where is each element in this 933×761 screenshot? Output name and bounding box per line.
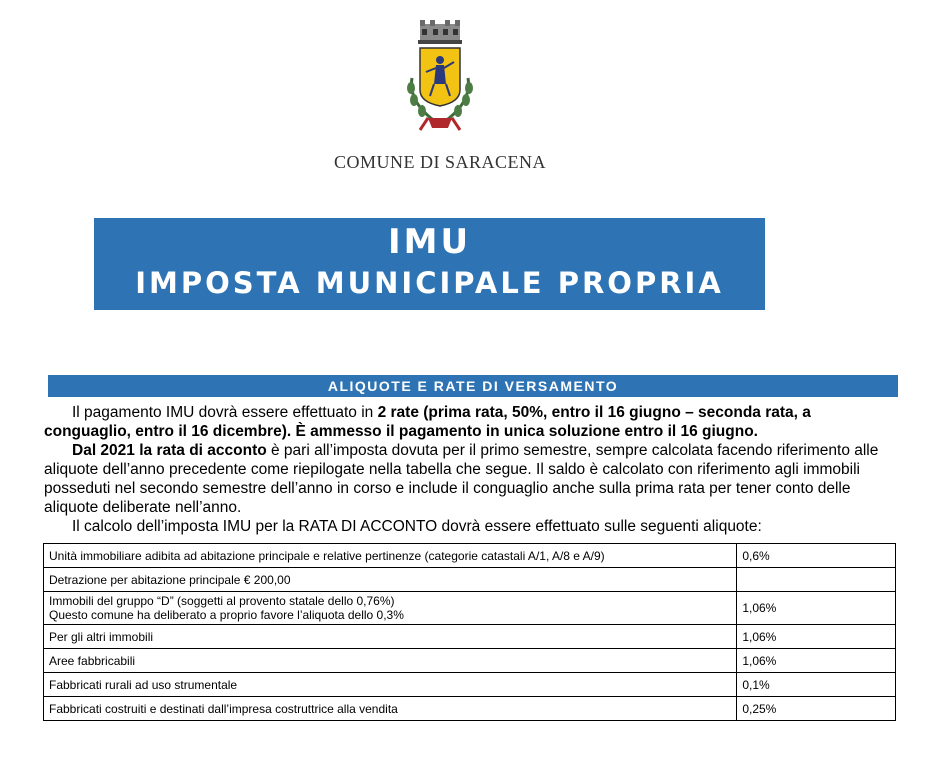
- rate-value: 1,06%: [737, 625, 896, 649]
- paragraph-installments-bold: 2 rate (prima rata, 50%, entro il 16 giugno – seconda rata, a conguaglio, entro il 16 dicembre). È ammesso il pagamento in unica soluzione entro il 16 giugno.: [44, 404, 811, 440]
- rate-value: 0,6%: [737, 544, 896, 568]
- rate-label-line1: Immobili del gruppo “D” (soggetti al provento statale dello 0,76%): [49, 594, 395, 608]
- imu-banner: [94, 218, 765, 310]
- paragraph-advance-bold: Dal 2021 la rata di acconto: [72, 442, 267, 459]
- rates-table: [43, 543, 896, 721]
- rate-label-line2: Questo comune ha deliberato a proprio favore l’aliquota dello 0,3%: [49, 608, 404, 622]
- rate-label: Fabbricati rurali ad uso strumentale: [44, 673, 737, 697]
- table-row: [44, 568, 896, 592]
- table-row: [44, 697, 896, 721]
- table-row: [44, 544, 896, 568]
- table-row: [44, 673, 896, 697]
- section-title: ALIQUOTE E RATE DI VERSAMENTO: [48, 375, 898, 397]
- rate-value: 0,1%: [737, 673, 896, 697]
- rate-label: Unità immobiliare adibita ad abitazione principale e relative pertinenze (categorie catastali A/1, A/8 e A/9): [44, 544, 737, 568]
- paragraph-installments-plain: Il pagamento IMU dovrà essere effettuato in: [72, 404, 378, 421]
- rate-value: [737, 568, 896, 592]
- rate-label: Detrazione per abitazione principale € 200,00: [44, 568, 737, 592]
- rate-value: 1,06%: [737, 592, 896, 625]
- table-row: [44, 625, 896, 649]
- rate-value: 1,06%: [737, 649, 896, 673]
- rate-label: Per gli altri immobili: [44, 625, 737, 649]
- paragraph-installments: [44, 403, 894, 441]
- paragraph-advance-payment: [44, 441, 894, 517]
- rate-label: [44, 592, 737, 625]
- table-row: [44, 592, 896, 625]
- rate-value: 0,25%: [737, 697, 896, 721]
- coat-of-arms-icon: [398, 18, 482, 136]
- paragraph-advance-plain: è pari all’imposta dovuta per il primo semestre, sempre calcolata facendo riferimento alle aliquote dell’anno precedente come riepilogate nella tabella che segue. Il saldo è calcolato con riferimento agli immobili posseduti nel secondo semestre dell’anno in corso e include il conguaglio anche sulla prima rata per tener conto delle aliquote deliberate nell’anno.: [44, 442, 879, 516]
- table-row: [44, 649, 896, 673]
- rate-label: Aree fabbricabili: [44, 649, 737, 673]
- rate-label: Fabbricati costruiti e destinati dall’impresa costruttrice alla vendita: [44, 697, 737, 721]
- municipality-name: COMUNE DI SARACENA: [333, 152, 546, 172]
- body-text: [44, 403, 894, 536]
- banner-subtitle: IMPOSTA MUNICIPALE PROPRIA: [135, 266, 724, 300]
- banner-title: IMU: [387, 222, 472, 262]
- paragraph-rates-intro: Il calcolo dell’imposta IMU per la RATA DI ACCONTO dovrà essere effettuato sulle seguenti aliquote:: [72, 518, 762, 535]
